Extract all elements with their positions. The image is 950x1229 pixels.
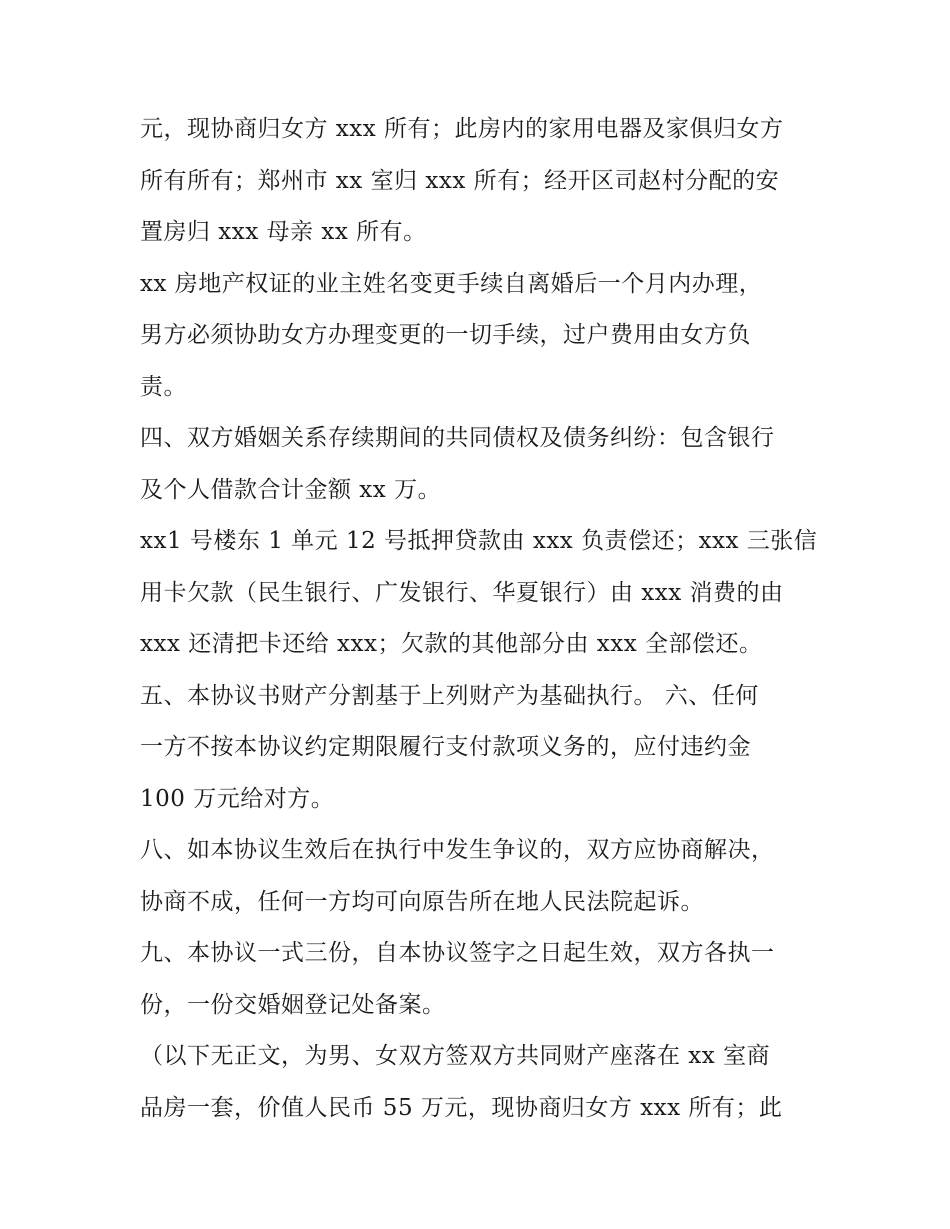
text-line: （以下无正文，为男、女双方签双方共同财产座落在 xx 室商	[140, 1043, 771, 1069]
text-line: 四、双方婚姻关系存续期间的共同债权及债务纠纷：包含银行	[140, 425, 775, 451]
text-line: 男方必须协助女方办理变更的一切手续，过户费用由女方负	[140, 322, 751, 348]
text-line: 份，一份交婚姻登记处备案。	[140, 991, 446, 1018]
text-line: 品房一套，价值人民币 55 万元，现协商归女方 xxx 所有；此	[140, 1094, 783, 1121]
text-line: xx1 号楼东 1 单元 12 号抵押贷款由 xxx 负责偿还；xxx 三张信	[140, 528, 818, 554]
text-line: 用卡欠款（民生银行、广发银行、华夏银行）由 xxx 消费的由	[140, 579, 784, 606]
text-line: 及个人借款合计金额 xx 万。	[140, 476, 442, 503]
text-line: 元，现协商归女方 xxx 所有；此房内的家用电器及家俱归女方	[140, 116, 784, 142]
text-line: 五、本协议书财产分割基于上列财产为基础执行。 六、任何	[140, 682, 759, 709]
text-line: xxx 还清把卡还给 xxx；欠款的其他部分由 xxx 全部偿还。	[140, 631, 763, 657]
text-line: 置房归 xxx 母亲 xx 所有。	[140, 219, 427, 245]
text-line: 八、如本协议生效后在执行中发生争议的，双方应协商解决，	[140, 837, 775, 863]
text-line: 协商不成，任何一方均可向原告所在地人民法院起诉。	[140, 888, 704, 915]
text-line: 一方不按本协议约定期限履行支付款项义务的，应付违约金	[140, 734, 751, 760]
document-body	[140, 104, 820, 1134]
text-line: xx 房地产权证的业主姓名变更手续自离婚后一个月内办理，	[140, 270, 763, 297]
text-line: 责。	[140, 373, 187, 400]
text-line: 100 万元给对方。	[140, 785, 335, 812]
text-line: 所有所有；郑州市 xx 室归 xxx 所有；经开区司赵村分配的安	[140, 167, 780, 194]
text-line: 九、本协议一式三份，自本协议签字之日起生效，双方各执一	[140, 940, 775, 966]
